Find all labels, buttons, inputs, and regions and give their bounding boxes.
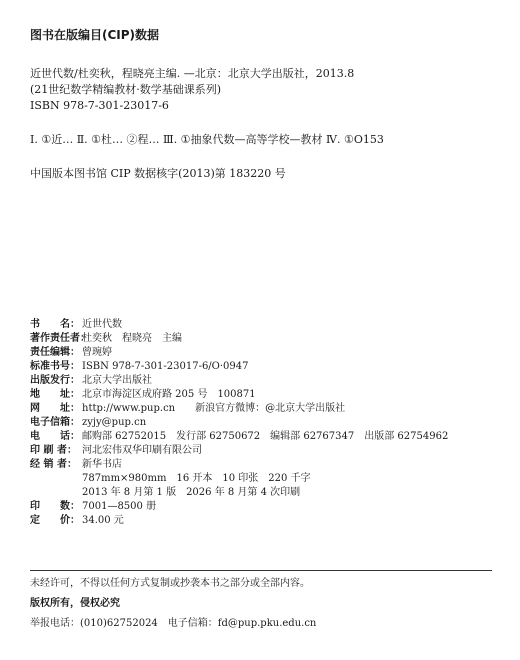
- cip-title-line: 近世代数/杜奕秋，程晓亮主编. —北京：北京大学出版社，2013.8: [30, 67, 355, 80]
- pub-label: 电子信箱：: [30, 417, 80, 428]
- pub-label: 印 刷 者：: [30, 445, 77, 456]
- copyright-notice: 未经许可，不得以任何方式复制或抄袭本书之部分或全部内容。: [30, 578, 310, 589]
- pub-value: 河北宏伟双华印刷有限公司: [82, 445, 202, 456]
- pub-row-website: [30, 402, 448, 416]
- pub-label: 书 名：: [30, 319, 80, 330]
- publication-info: [30, 318, 448, 528]
- pub-value: 7001—8500 册: [82, 501, 157, 512]
- pub-label: 定 价：: [30, 515, 80, 526]
- cip-series-line: (21世纪数学精编教材·数学基础课系列): [30, 83, 222, 96]
- pub-label: 著作责任者：: [30, 333, 90, 344]
- pub-row-address: [30, 388, 448, 402]
- cip-heading: 图书在版编目(CIP)数据: [30, 28, 160, 42]
- pub-row-distributor: [30, 458, 448, 472]
- pub-value: 邮购部 62752015 发行部 62750672 编辑部 62767347 出版部 62754962: [82, 431, 449, 442]
- pub-label: 责任编辑：: [30, 347, 80, 358]
- rights-reserved: 版权所有，侵权必究: [30, 598, 120, 609]
- pub-row-print-run: [30, 500, 448, 514]
- pub-label: 地 址：: [30, 389, 80, 400]
- pub-value: 近世代数: [82, 319, 122, 330]
- pub-row-title: [30, 318, 448, 332]
- pub-value: 新华书店: [82, 459, 122, 470]
- pub-value: 杜奕秋 程晓亮 主编: [82, 333, 182, 344]
- pub-value: 曾琬婷: [82, 347, 112, 358]
- pub-label: 印 数：: [30, 501, 80, 512]
- pub-row-editor: [30, 346, 448, 360]
- pub-value: http://www.pup.cn 新浪官方微博：@北京大学出版社: [82, 403, 346, 414]
- pub-label: 经 销 者：: [30, 459, 77, 470]
- pub-row-email: [30, 416, 448, 430]
- footer-divider: [30, 570, 492, 571]
- pub-value: 北京大学出版社: [82, 375, 152, 386]
- pub-row-price: [30, 514, 448, 528]
- pub-row-format: [30, 472, 448, 486]
- report-contact: 举报电话：(010)62752024 电子信箱：fd@pup.pku.edu.cn: [30, 618, 317, 629]
- pub-row-phone: [30, 430, 448, 444]
- pub-value: 787mm×980mm 16 开本 10 印张 220 千字: [82, 473, 311, 484]
- cip-data-number: 中国版本图书馆 CIP 数据核字(2013)第 183220 号: [30, 167, 286, 180]
- pub-row-edition: [30, 486, 448, 500]
- cip-classification-line: Ⅰ. ①近… Ⅱ. ①杜… ②程… Ⅲ. ①抽象代数—高等学校—教材 Ⅳ. ①O153: [30, 133, 384, 146]
- pub-label: 网 址：: [30, 403, 80, 414]
- pub-value: 34.00 元: [82, 515, 124, 526]
- pub-row-author: [30, 332, 448, 346]
- pub-row-printer: [30, 444, 448, 458]
- pub-label: 标准书号：: [30, 361, 80, 372]
- pub-row-publisher: [30, 374, 448, 388]
- pub-value: ISBN 978-7-301-23017-6/O·0947: [82, 361, 249, 372]
- pub-value: 北京市海淀区成府路 205 号 100871: [82, 389, 256, 400]
- pub-value: zyjy@pup.cn: [82, 417, 147, 428]
- cip-isbn-line: ISBN 978-7-301-23017-6: [30, 99, 169, 112]
- pub-label: 电 话：: [30, 431, 80, 442]
- pub-label: 出版发行：: [30, 375, 80, 386]
- pub-row-isbn: [30, 360, 448, 374]
- pub-value: 2013 年 8 月第 1 版 2026 年 8 月第 4 次印刷: [82, 487, 301, 498]
